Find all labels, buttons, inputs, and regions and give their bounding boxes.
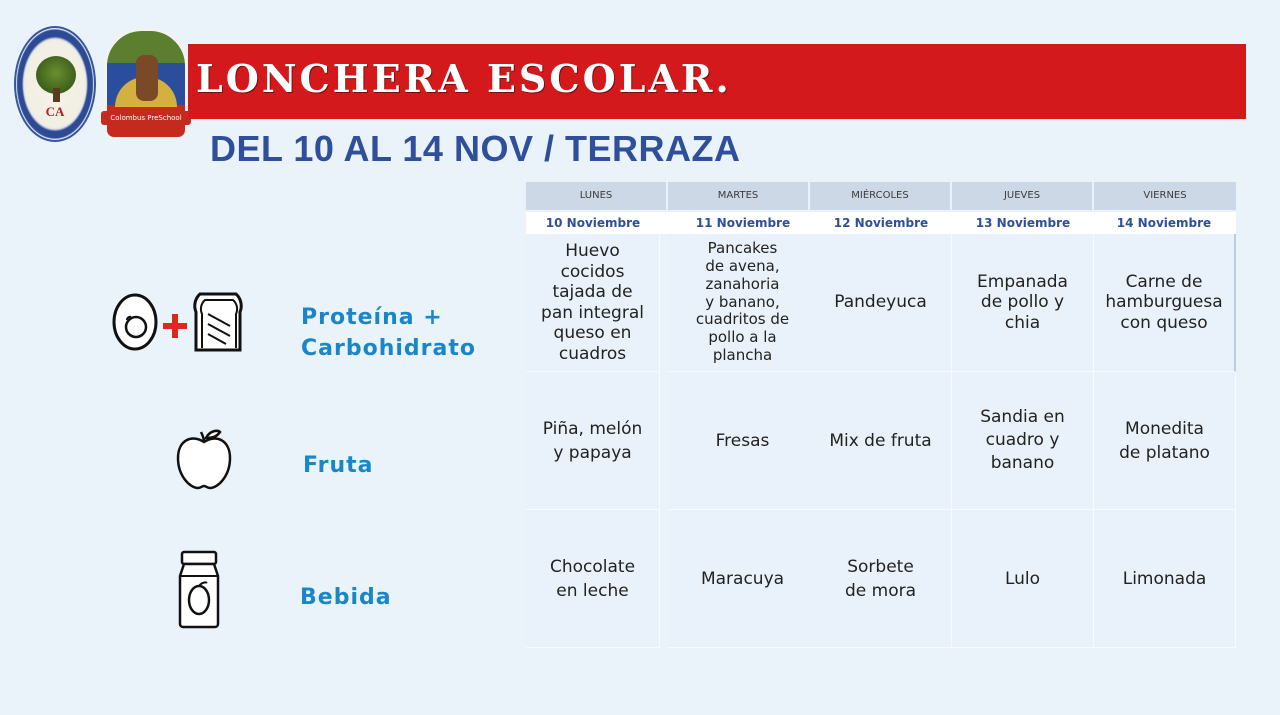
menu-cell-protein-fri: Carne de hamburguesa con queso (1094, 234, 1236, 372)
menu-cell-protein-thu: Empanada de pollo y chia (952, 234, 1094, 372)
logo-initials: CA (45, 104, 65, 119)
menu-cell-drink-mon: Chocolate en leche (526, 510, 660, 648)
egg-and-bread-icon (110, 290, 245, 352)
apple-icon (174, 428, 234, 492)
category-protein-carb: Proteína + Carbohidrato (301, 305, 476, 361)
category-drink: Bebida (300, 585, 392, 610)
menu-cell-drink-fri: Limonada (1094, 510, 1236, 648)
menu-cell-fruit-thu: Sandia en cuadro y banano (952, 372, 1094, 510)
day-header-thu: JUEVES (952, 182, 1094, 210)
menu-cell-protein-mon: Huevo cocidos tajada de pan integral queso en cuadros (526, 234, 660, 372)
menu-cell-protein-tue: Pancakes de avena, zanahoria y banano, cuadritos de pollo a la plancha (668, 234, 818, 372)
menu-cell-drink-tue: Maracuya (668, 510, 818, 648)
juice-bottle-icon (176, 550, 222, 630)
menu-cell-protein-wed: Pandeyuca (810, 234, 952, 372)
date-thu: 13 Noviembre (975, 216, 1071, 230)
page-title: LONCHERA ESCOLAR. (196, 56, 732, 101)
menu-cell-fruit-mon: Piña, melón y papaya (526, 372, 660, 510)
menu-table (526, 182, 1236, 648)
category-fruit: Fruta (303, 453, 374, 478)
page-subtitle: DEL 10 AL 14 NOV / TERRAZA (210, 128, 741, 169)
day-header-tue: MARTES (668, 182, 810, 210)
day-header-wed: MIÉRCOLES (810, 182, 952, 210)
date-mon: 10 Noviembre (545, 216, 641, 230)
day-header-fri: VIERNES (1094, 182, 1236, 210)
date-fri: 14 Noviembre (1116, 216, 1212, 230)
menu-cell-drink-wed: Sorbete de mora (810, 510, 952, 648)
menu-cell-fruit-tue: Fresas (668, 372, 818, 510)
menu-cell-fruit-fri: Monedita de platano (1094, 372, 1236, 510)
date-tue: 11 Noviembre (695, 216, 791, 230)
menu-cell-fruit-wed: Mix de fruta (810, 372, 952, 510)
colombus-american-school-logo (14, 26, 96, 142)
colombus-preschool-logo (104, 28, 188, 140)
date-wed: 12 Noviembre (833, 216, 929, 230)
menu-cell-drink-thu: Lulo (952, 510, 1094, 648)
preschool-logo-banner: Colombus PreSchool (101, 111, 191, 125)
day-header-mon: LUNES (526, 182, 668, 210)
